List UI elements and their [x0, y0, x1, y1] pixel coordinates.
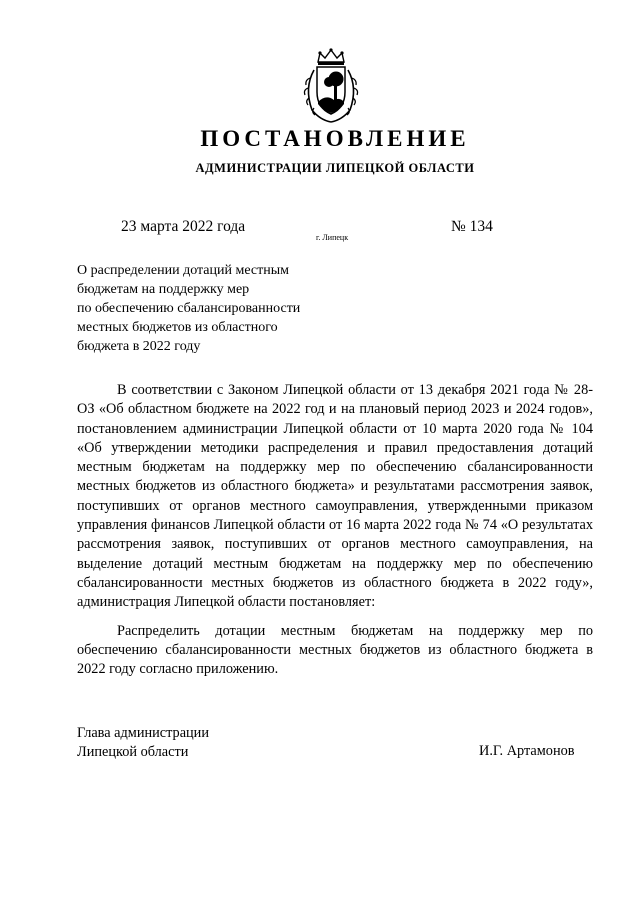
signatory-name: И.Г. Артамонов	[479, 743, 575, 759]
signatory-position-line: Глава администрации	[77, 725, 209, 741]
document-number: № 134	[451, 218, 493, 235]
subject-line: бюджета в 2022 году	[77, 339, 201, 354]
document-subject	[77, 261, 347, 356]
body-paragraph: Распределить дотации местным бюджетам на поддержку мер по обеспечению сбалансированности местных бюджетов из областного бюджета в 2022 году согласно приложению.	[77, 622, 593, 678]
document-title: ПОСТАНОВЛЕНИЕ	[200, 126, 470, 151]
signatory-position	[77, 724, 209, 762]
subject-line: по обеспечению сбалансированности	[77, 301, 301, 316]
document-city: г. Липецк	[316, 233, 349, 242]
subject-line: О распределении дотаций местным	[77, 263, 290, 278]
subject-line: местных бюджетов из областного	[77, 320, 278, 335]
coat-of-arms-icon	[300, 48, 362, 124]
document-body	[77, 381, 593, 688]
subject-line: бюджетам на поддержку мер	[77, 282, 250, 297]
signatory-position-line: Липецкой области	[77, 744, 189, 760]
document-date: 23 марта 2022 года	[121, 218, 246, 235]
body-paragraph: В соответствии с Законом Липецкой области от 13 декабря 2021 года № 28-ОЗ «Об областном бюджете на 2022 год и на плановый период 2023 и 2024 годов», постановлением администрации Липецкой области от 10 марта 2020 года № 104 «Об утверждении методики распределения и правил предоставления дотаций местным бюджетам на поддержку мер по обеспечению сбалансированности местных бюджетов из областного бюджета» и результатами рассмотрения заявок, поступивших от органов местного самоуправления, утвержденными приказом управления финансов Липецкой области от 16 марта 2022 года № 74 «О результатах рассмотрения заявок, поступивших от органов местного самоуправления, на выделение дотаций местным бюджетам на поддержку мер по обеспечению сбалансированности местных бюджетов из областного бюджета в 2022 году», администрация Липецкой области постановляет:	[77, 382, 593, 611]
issuing-authority: АДМИНИСТРАЦИИ ЛИПЕЦКОЙ ОБЛАСТИ	[195, 161, 475, 175]
